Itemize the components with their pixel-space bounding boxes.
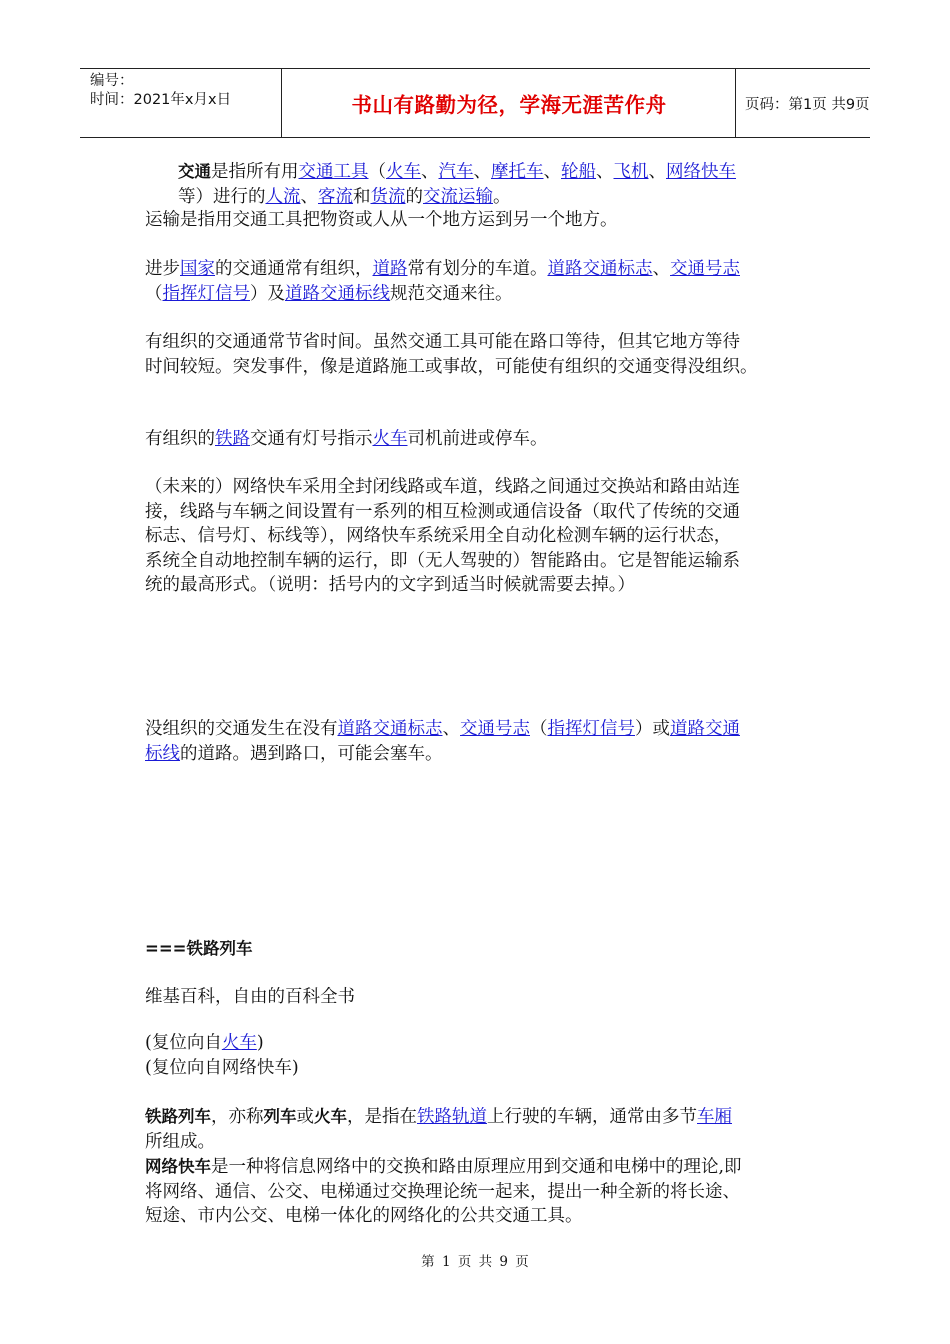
paragraph-organized-traffic: 进步国家的交通通常有组织，道路常有划分的车道。道路交通标志、交通号志 （指挥灯信号）及道路交通标线规范交通来往。	[145, 259, 740, 304]
link-traffic-lights[interactable]: 交通号志	[670, 259, 740, 279]
paragraph-transport-definition: 交通是指所有用交通工具（火车、汽车、摩托车、轮船、飞机、网络快车 等）进行的人流、客流和货流的交流运输。	[178, 162, 736, 207]
paragraph-network-express: 网络快车是一种将信息网络中的交换和路由原理应用到交通和电梯中的理论,即 将网络、通信、公交、电梯通过交换理论统一起来，提出一种全新的将长途、 短途、市内公交、电梯一体化的网络化的公共交通工具。	[145, 1157, 742, 1226]
link-cargo-flow[interactable]: 货流	[370, 186, 406, 207]
paragraph-railway-train: 铁路列车，亦称列车或火车，是指在铁路轨道上行驶的车辆，通常由多节车厢 所组成。	[145, 1107, 732, 1152]
header-motto: 书山有路勤为径，学海无涯苦作舟	[283, 69, 736, 137]
document-header	[80, 68, 870, 138]
redirect-note-train: (复位向自火车)	[145, 1033, 264, 1053]
header-meta	[80, 69, 282, 137]
header-page-label: 页码：第1页 共9页	[745, 96, 870, 113]
link-road-markings-2a[interactable]: 道路交通	[670, 719, 740, 739]
link-road-markings-2b[interactable]: 标线	[145, 743, 180, 764]
link-car[interactable]: 汽车	[438, 162, 474, 182]
paragraph-time-saving: 有组织的交通通常节省时间。虽然交通工具可能在路口等待，但其它地方等待 时间较短。突发事件，像是道路施工或事故，可能使有组织的交通变得没组织。	[145, 332, 758, 377]
link-road-markings[interactable]: 道路交通标线	[285, 283, 390, 304]
link-airplane[interactable]: 飞机	[613, 162, 649, 182]
link-train[interactable]: 火车	[386, 162, 421, 182]
link-railway[interactable]: 铁路	[215, 429, 250, 449]
link-road-signs-2[interactable]: 道路交通标志	[337, 719, 443, 739]
time-label: 时间：2021年x月x日	[90, 92, 232, 108]
paragraph-transport-meaning: 运输是指用交通工具把物资或人从一个地方运到另一个地方。	[145, 210, 618, 230]
link-road-signs[interactable]: 道路交通标志	[547, 259, 653, 279]
link-exchange-transport[interactable]: 交流运输	[423, 186, 493, 207]
link-signal-lamps[interactable]: 指挥灯信号	[162, 283, 250, 304]
link-signal-lamps-2[interactable]: 指挥灯信号	[547, 719, 635, 739]
link-railway-track[interactable]: 铁路轨道	[417, 1107, 487, 1127]
link-traffic-lights-2[interactable]: 交通号志	[460, 719, 530, 739]
paragraph-railway-signals: 有组织的铁路交通有灯号指示火车司机前进或停车。	[145, 429, 548, 449]
redirect-note-network-express: (复位向自网络快车)	[145, 1058, 299, 1078]
link-road[interactable]: 道路	[372, 259, 408, 279]
link-country[interactable]: 国家	[180, 259, 215, 279]
number-label: 编号：	[90, 73, 134, 89]
link-ship[interactable]: 轮船	[561, 162, 596, 182]
link-carriage[interactable]: 车厢	[697, 1107, 732, 1127]
link-train-2[interactable]: 火车	[372, 429, 408, 449]
link-people-flow[interactable]: 人流	[265, 186, 301, 207]
link-passenger-flow[interactable]: 客流	[318, 186, 353, 207]
link-network-express[interactable]: 网络快车	[666, 162, 736, 182]
section-heading: ===铁路列车	[145, 939, 253, 958]
link-transport-tools[interactable]: 交通工具	[298, 162, 369, 182]
paragraph-future-network-express: （未来的）网络快车采用全封闭线路或车道，线路之间通过交换站和路由站连 接，线路与车辆之间设置有一系列的相互检测或通信设备（取代了传统的交通 标志、信号灯、标线等），网络快车系统采用全自动化检测车辆的运行状态， 系统全自动地控制车辆的运行，即（无人驾驶的）智能路由。它是智能运输系 统的最高形式。（说明：括号内的文字到适当时候就需要去掉。）	[145, 477, 740, 595]
link-motorcycle[interactable]: 摩托车	[491, 162, 544, 182]
bold-term: 交通	[178, 162, 211, 181]
page-footer: 第 1 页 共 9 页	[421, 1254, 529, 1270]
link-train-redirect[interactable]: 火车	[221, 1033, 257, 1053]
paragraph-unorganized-traffic: 没组织的交通发生在没有道路交通标志、交通号志（指挥灯信号）或道路交通 标线的道路。遇到路口，可能会塞车。	[145, 719, 740, 764]
wiki-subtitle: 维基百科，自由的百科全书	[145, 987, 355, 1007]
